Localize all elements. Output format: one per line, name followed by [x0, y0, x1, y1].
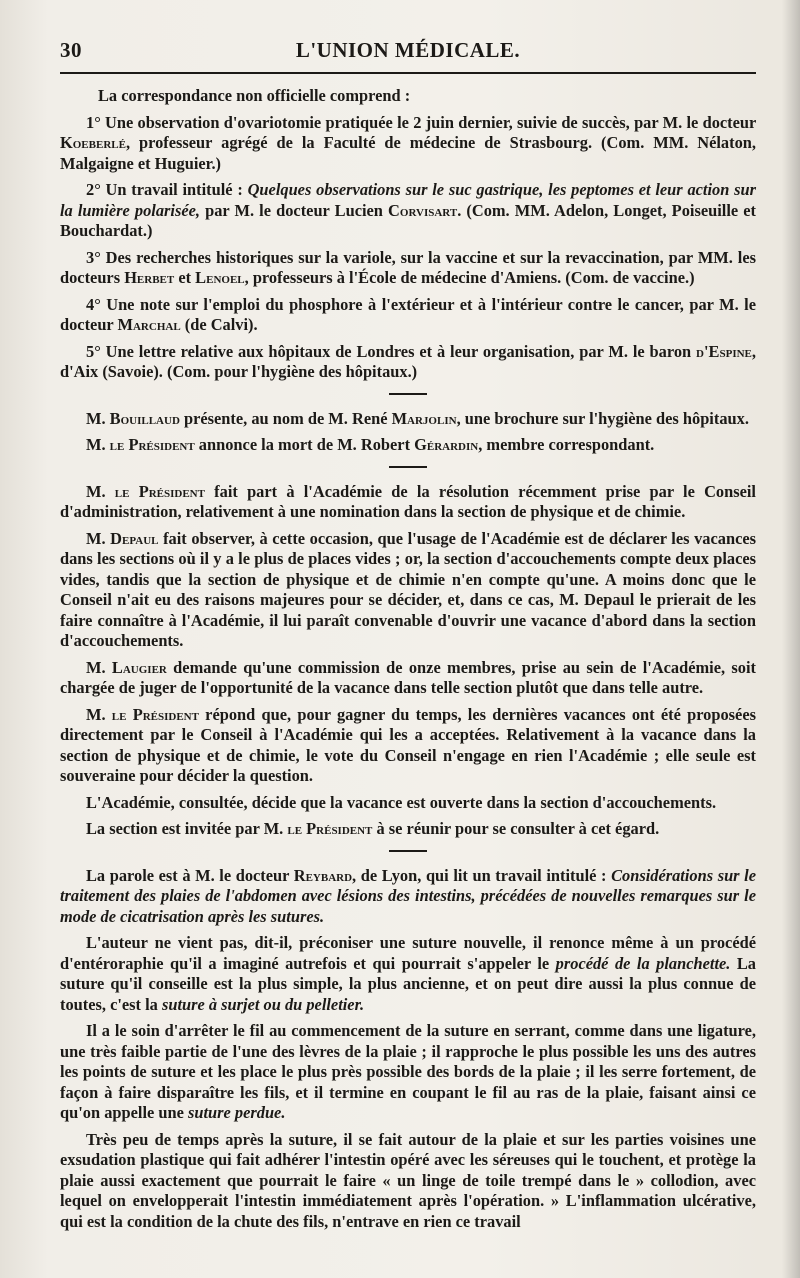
article-body	[60, 86, 756, 1232]
author-name: Corvisart	[388, 200, 458, 220]
text-run: M.	[86, 408, 110, 428]
technical-term: procédé de la planchette.	[555, 953, 731, 973]
text-run: M.	[86, 704, 112, 724]
work-title: Quelques observations sur le suc gastrique, les peptomes et leur action sur la lumière polarisée,	[60, 180, 756, 220]
text-run: 5° Une lettre relative aux hôpitaux de Londres et à leur organisation, par M. le baron	[86, 341, 697, 361]
text-run: , professeurs à l'École de médecine d'Amiens. (Com. de vaccine.)	[244, 268, 695, 287]
author-name: Koeberlé	[60, 133, 126, 152]
text-run: annonce la mort de M. Robert	[194, 435, 415, 454]
correspondence-item-3	[60, 248, 756, 289]
paragraph-reybard	[60, 866, 756, 928]
text-run: 1° Une observation d'ovariotomie pratiquée le 2 juin dernier, suivie de succès, par M. le docteur	[86, 112, 756, 132]
paragraph-depaul	[60, 529, 756, 652]
section-separator	[389, 466, 427, 468]
work-title: Considérations sur le traitement des plaies de l'abdomen avec lésions des intestins, précédées de nouvelles remarques sur le mode de cicatrisation après les sutures.	[60, 865, 756, 926]
author-name: Bouillaud	[109, 408, 180, 428]
paragraph-president-council	[60, 482, 756, 523]
text-run: à se réunir pour se consulter à cet égard.	[372, 819, 660, 838]
text-run: 4° Une note sur l'emploi du phosphore à l'extérieur et à l'intérieur contre le cancer, par M. le docteur	[60, 294, 756, 334]
text-run: 2° Un travail intitulé :	[86, 180, 248, 199]
text-run: M.	[86, 657, 112, 677]
text-run: Il a le soin d'arrêter le fil au commencement de la suture en serrant, comme dans une ligature, une très faible partie de l'une des lèvres de la plaie ; il rapproche le plus possible les uns des autres les points de suture et les place le plus près possible des bords de la plaie ; il les serre fortement, de façon à faire disparaître les fils, et il termine en coupant le fil au ras de la plaie, faisant ainsi ce qu'on appelle une	[60, 1021, 756, 1122]
text-run: L'auteur ne vient pas, dit-il, préconiser une suture nouvelle, il renonce même à un procédé d'entéroraphie qu'il a imaginé autrefois et qui pourrait s'appeler le	[60, 933, 756, 973]
text-run: , d'Aix (Savoie). (Com. pour l'hygiène des hôpitaux.)	[60, 341, 756, 381]
section-separator	[389, 850, 427, 852]
paragraph-bouillaud	[60, 409, 756, 430]
text-run: présente, au nom de M. René	[179, 408, 392, 428]
text-run: M.	[86, 528, 111, 548]
text-run: répond que, pour gagner du temps, les dernières vacances ont été proposées directement par le Conseil à l'Académie qui les a acceptées. Relativement à la vacance dans la section de physique et de chimie, le vote du Conseil n'engage en rien l'Académie ; elle seule est souveraine pour décider la question.	[60, 704, 756, 785]
president-title: le Président	[111, 704, 199, 724]
paragraph-laugier	[60, 658, 756, 699]
text-run: (de Calvi).	[180, 315, 258, 334]
page-edge-shadow	[782, 0, 800, 1278]
paragraph-academy-decision: L'Académie, consultée, décide que la vacance est ouverte dans la section d'accouchements.	[86, 792, 717, 812]
running-title: L'UNION MÉDICALE.	[295, 38, 521, 62]
president-title: le Président	[109, 435, 195, 454]
author-name: Herbet	[124, 268, 175, 287]
author-name: Marchal	[117, 315, 181, 334]
technical-term: suture à surjet ou du pelletier.	[161, 994, 365, 1014]
text-run: M.	[86, 481, 115, 501]
president-title: le Président	[287, 819, 373, 838]
technical-term: suture perdue.	[187, 1103, 286, 1122]
paragraph-president-announcement	[60, 435, 756, 456]
page-number: 30	[60, 38, 82, 62]
author-name: Reybard	[293, 865, 353, 885]
author-name: d'Espine	[696, 341, 752, 361]
header-rule	[60, 72, 756, 74]
text-run: M.	[86, 435, 110, 454]
author-name: Laugier	[111, 657, 167, 677]
paragraph-exsudation: Très peu de temps après la suture, il se fait autour de la plaie et sur les parties voisines une exsudation plastique qui fait adhérer l'intestin opéré avec les séreuses qui le touchent, et protège la plaie aussi exactement que pourrait le faire « un linge de toile trempé dans le » collodion, avec lequel on envelopperait l'intestin immédiatement après l'opération. » L'inflammation ulcérative, qui est la condition de la chute des fils, n'entrave en rien ce travail	[60, 1129, 756, 1231]
text-run: , une brochure sur l'hygiène des hôpitaux.	[456, 408, 749, 428]
correspondence-item-2	[60, 180, 756, 242]
text-run: La suture qu'il conseille est la plus simple, la plus ancienne, et on peut dire aussi la plus connue de toutes, c'est la	[60, 953, 756, 1014]
correspondence-item-5	[60, 342, 756, 383]
text-run: 3° Des recherches historiques sur la variole, sur la vaccine et sur la revaccination, par MM. les docteurs	[60, 247, 756, 287]
paragraph-section-invited	[60, 819, 756, 840]
text-run: La parole est à M. le docteur	[86, 865, 294, 885]
text-run: , de Lyon, qui lit un travail intitulé :	[352, 865, 612, 885]
text-run: fait observer, à cette occasion, que l'usage de l'Académie est de déclarer les vacances dans les sections où il y a le plus de places vides ; or, la section d'accouchements compte deux places vides, tandis que la section de physique et de chimie n'en compte qu'une. A moins donc que le Conseil n'ait eu des raisons majeures pour se décider, et, dans ce cas, M. Depaul le prierait de les faire connaître à l'Académie, il lui paraît convenable d'ouvrir une vacance d'abord dans la section d'accouchements.	[60, 528, 756, 650]
author-name: Gérardin	[414, 435, 479, 454]
page-header	[60, 38, 756, 64]
text-run: par M. le docteur Lucien	[199, 200, 389, 220]
text-run: , professeur agrégé de la Faculté de médecine de Strasbourg. (Com. MM. Nélaton, Malgaigne et Huguier.)	[60, 133, 756, 173]
author-name: Depaul	[110, 528, 159, 548]
paragraph-suture-method	[60, 1021, 756, 1124]
text-run: fait part à l'Académie de la résolution récemment prise par le Conseil d'administration, relativement à une nomination dans la section de physique et de chimie.	[60, 481, 756, 521]
text-run: . (Com. MM. Adelon, Longet, Poiseuille et Bouchardat.)	[60, 200, 756, 240]
section-separator	[389, 393, 427, 395]
author-name: Marjolin	[391, 408, 457, 428]
text-run: demande qu'une commission de onze membres, prise au sein de l'Académie, soit chargée de juger de l'opportunité de la vacance dans telle section plutôt que dans telle autre.	[60, 657, 757, 697]
text-run: et	[174, 268, 196, 287]
paragraph-president-reply	[60, 705, 756, 787]
text-run: , membre correspondant.	[478, 435, 655, 454]
correspondence-item-4	[60, 295, 756, 336]
president-title: le Président	[114, 481, 205, 501]
correspondence-item-1	[60, 113, 756, 175]
paragraph-suture-choice	[60, 933, 756, 1015]
author-name: Lenoel	[195, 268, 245, 287]
correspondence-intro: La correspondance non officielle comprend :	[98, 86, 411, 105]
text-run: La section est invitée par M.	[86, 819, 288, 838]
